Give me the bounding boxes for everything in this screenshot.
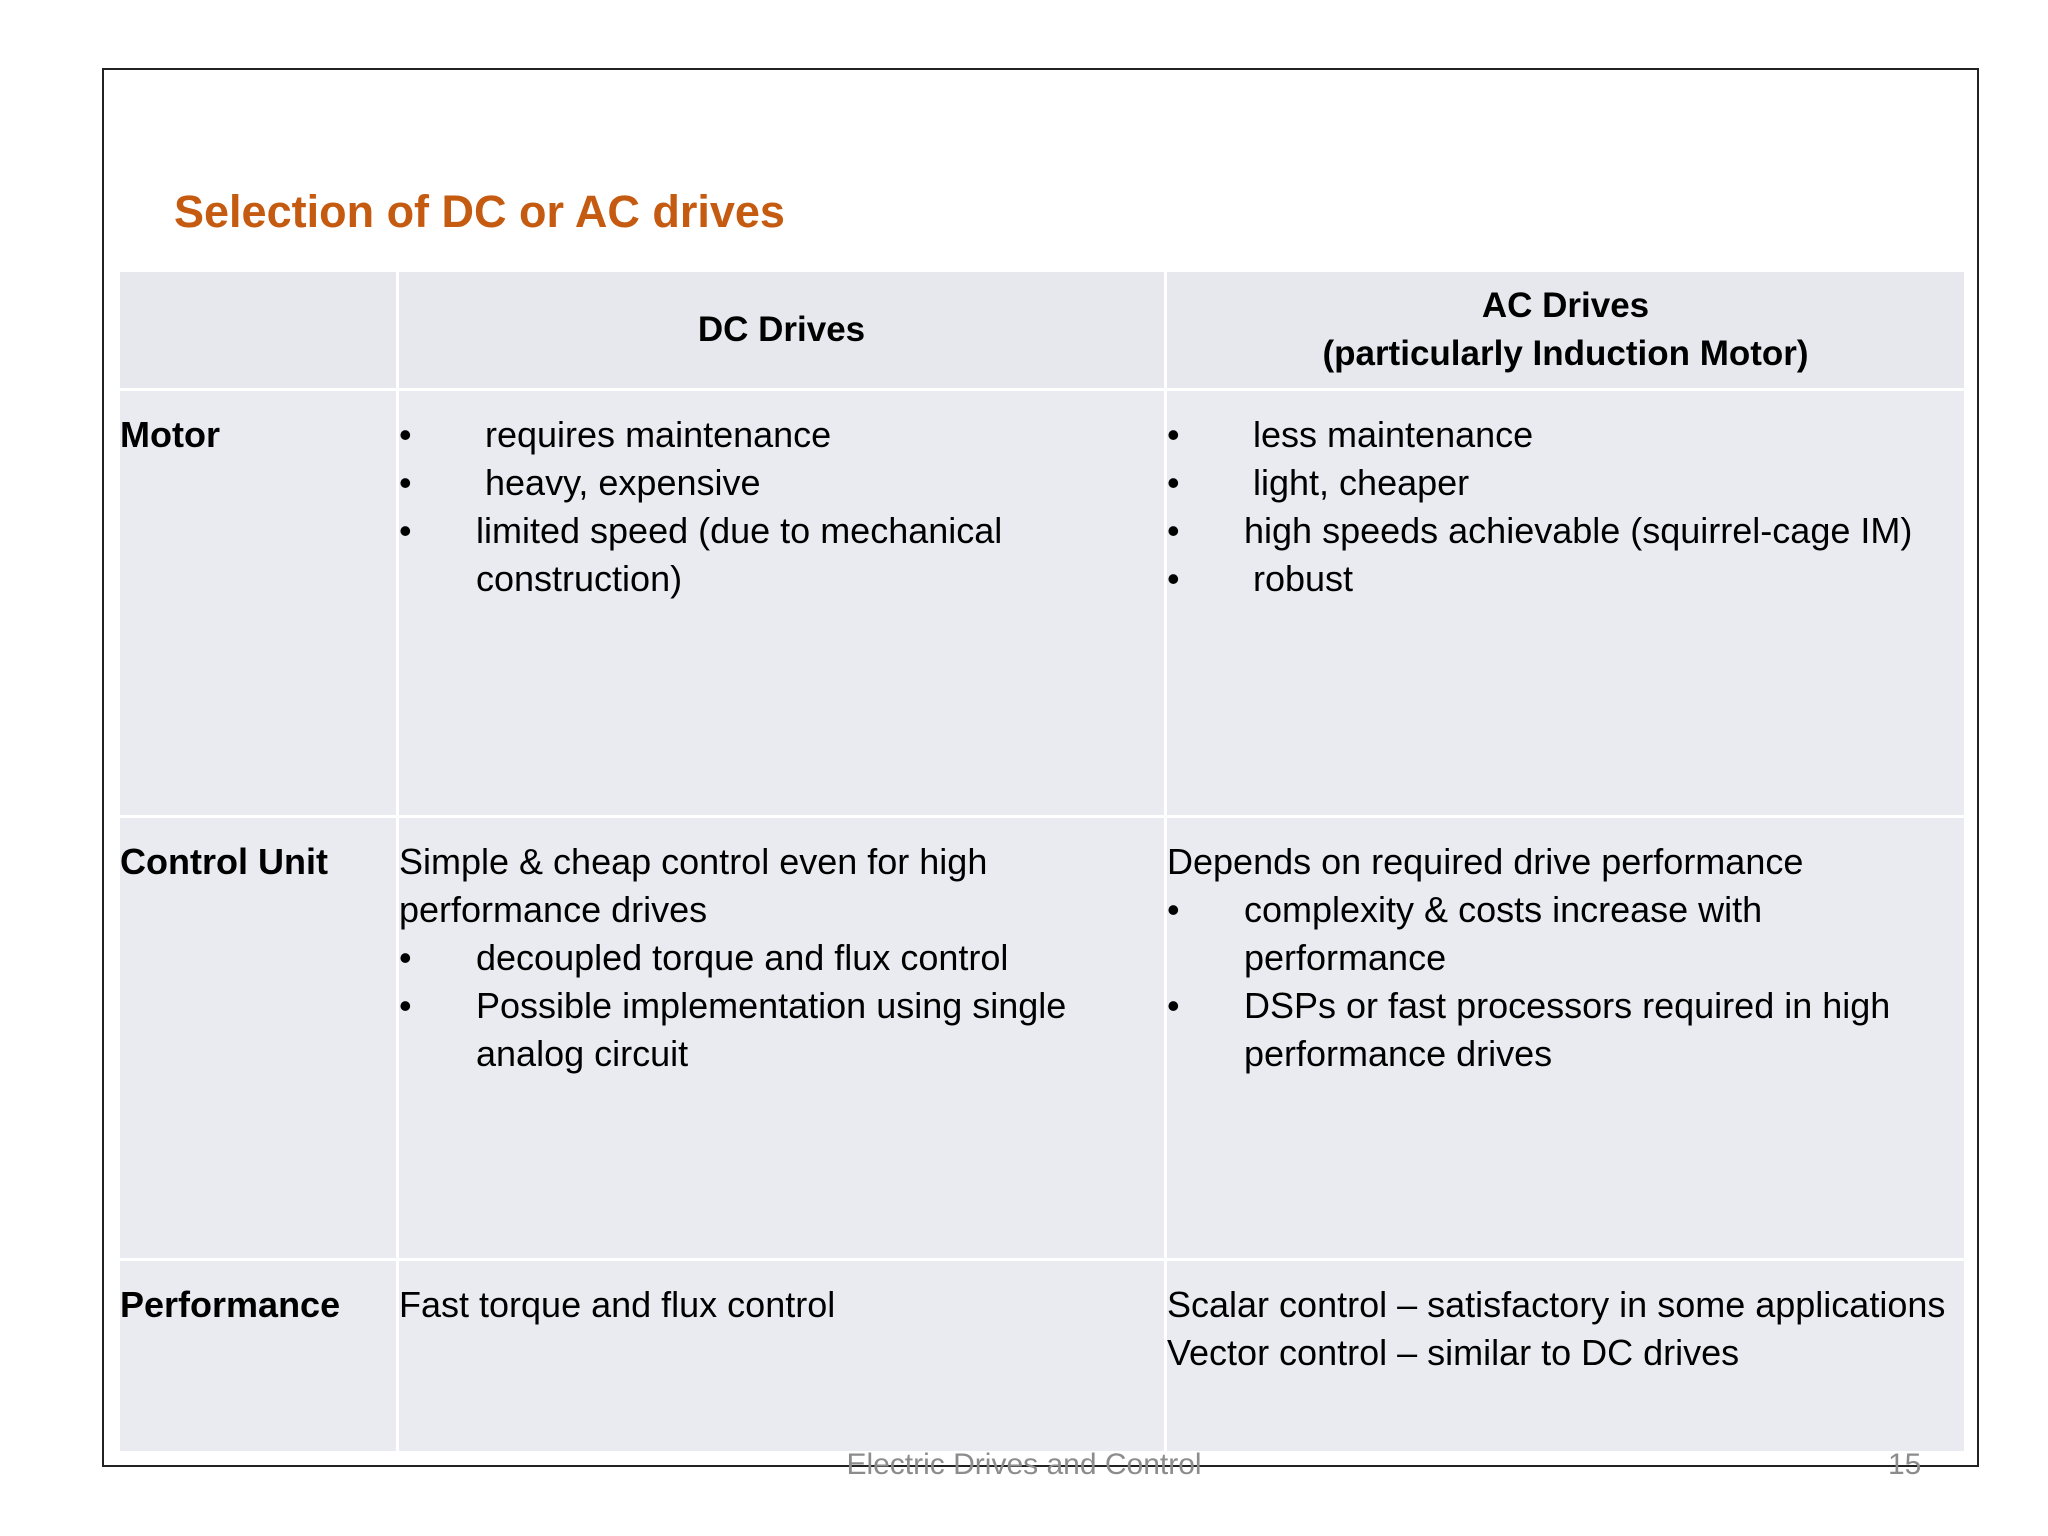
list-item: • limited speed (due to mechanical construction) [399,507,1164,603]
bullet-icon: • [399,510,412,551]
bullet-icon: • [1167,985,1180,1026]
bullet-icon: • [1167,558,1180,599]
bullet-icon: • [399,414,412,455]
performance-dc-text: Fast torque and flux control [399,1284,836,1325]
bullet-icon: • [399,462,412,503]
slide-footer: Electric Drives and Control [846,1448,1202,1481]
performance-ac-line-vector: Vector control – similar to DC drives [1167,1332,1740,1373]
row-label-control-unit: Control Unit [120,818,396,1258]
control-dc-bullet-list [399,934,1164,1078]
comparison-table [120,272,1962,1450]
slide-title: Selection of DC or AC drives [174,186,785,237]
motor-ac-bullet-list [1167,411,1964,603]
cell-control-dc [399,818,1164,1258]
header-ac-sublabel: (particularly Induction Motor) [1322,334,1809,373]
bullet-icon: • [1167,889,1180,930]
cell-motor-ac [1167,391,1964,815]
bullet-icon: • [1167,510,1180,551]
bullet-icon: • [1167,462,1180,503]
control-dc-intro: Simple & cheap control even for high performance drives [399,841,988,930]
bullet-icon: • [399,985,412,1026]
list-item: • decoupled torque and flux control [399,934,1164,982]
header-dc-drives [399,272,1164,388]
cell-control-ac [1167,818,1964,1258]
list-item: • complexity & costs increase with performance [1167,886,1864,982]
row-label-performance: Performance [120,1261,396,1451]
header-ac-drives [1167,272,1964,388]
list-item: • DSPs or fast processors required in high performance drives [1167,982,1964,1078]
cell-performance-dc [399,1261,1164,1451]
list-item: • heavy, expensive [399,459,1164,507]
control-ac-bullet-list [1167,886,1964,1078]
performance-ac-line-scalar: Scalar control – satisfactory in some applications [1167,1284,1946,1325]
list-item: • less maintenance [1167,411,1964,459]
header-ac-label: AC Drives [1481,286,1650,325]
row-label-motor: Motor [120,391,396,815]
header-dc-label: DC Drives [697,310,866,349]
list-item: • requires maintenance [399,411,1164,459]
cell-motor-dc [399,391,1164,815]
list-item: • Possible implementation using single analog circuit [399,982,1096,1078]
header-corner-cell [120,272,396,388]
motor-dc-bullet-list [399,411,1164,603]
page-number: 15 [1888,1448,1922,1481]
cell-performance-ac [1167,1261,1964,1451]
list-item: • high speeds achievable (squirrel-cage IM) [1167,507,1964,555]
control-ac-intro: Depends on required drive performance [1167,841,1804,882]
bullet-icon: • [399,937,412,978]
bullet-icon: • [1167,414,1180,455]
list-item: • robust [1167,555,1964,603]
list-item: • light, cheaper [1167,459,1964,507]
